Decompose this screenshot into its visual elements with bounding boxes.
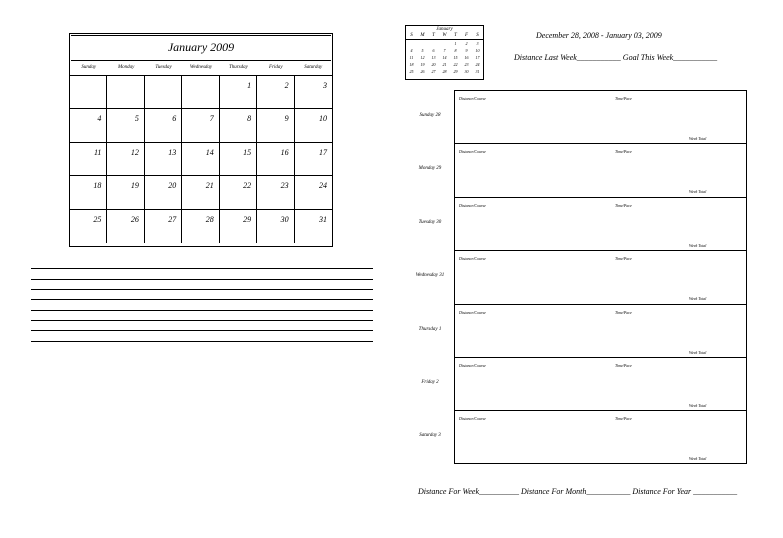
day-number: 29 [243, 214, 252, 224]
distance-course-label: Distance/Course [459, 416, 486, 422]
day-number: 1 [247, 81, 252, 90]
day-number: 18 [93, 181, 102, 191]
day-cell [220, 210, 257, 243]
day-cell [295, 109, 332, 142]
mini-day-number: 2 [465, 41, 468, 46]
mini-day-number: 26 [420, 69, 425, 74]
month-calendar [69, 33, 333, 247]
log-day-label: Wednesday 31 [415, 273, 445, 279]
day-cell [220, 143, 257, 176]
week-total-label: Week Total [689, 296, 707, 302]
calendar-title-box [71, 34, 331, 61]
day-cell [145, 210, 182, 243]
mini-day-number: 3 [476, 41, 479, 46]
day-cell [220, 76, 257, 109]
day-cell [107, 109, 144, 142]
day-cell [182, 210, 219, 243]
distance-course-label: Distance/Course [459, 309, 486, 315]
day-number: 2 [284, 81, 289, 90]
mini-day-number: 11 [409, 55, 414, 60]
day-cell [295, 210, 332, 243]
log-day-row [455, 358, 746, 411]
weekday-label: Wednesday [189, 65, 213, 70]
weekday-label: Sunday [81, 65, 97, 70]
time-pace-label: Time/Pace [615, 309, 632, 315]
distance-totals: Distance For Week__________ Distance For Month___________ Distance For Year ___________ [418, 487, 738, 496]
distance-course-label: Distance/Course [459, 96, 486, 101]
mini-day-number: 20 [431, 62, 436, 67]
log-day-label: Sunday 28 [419, 113, 441, 118]
distance-course-label: Distance/Course [459, 202, 486, 208]
day-cell [257, 176, 294, 209]
log-day-row [455, 91, 746, 144]
mini-calendar-title: January [436, 27, 453, 32]
mini-day-number: 5 [421, 48, 424, 53]
log-day-label: Tuesday 30 [418, 219, 442, 225]
log-day-row [455, 251, 746, 304]
weekday-label: Tuesday [155, 65, 172, 70]
day-cell [107, 176, 144, 209]
time-pace-label: Time/Pace [615, 202, 632, 208]
day-cell [70, 176, 107, 209]
day-number: 26 [130, 214, 139, 224]
day-cell [295, 76, 332, 109]
mini-day-number: 8 [454, 48, 457, 53]
mini-weekday-label: M [417, 33, 428, 40]
day-number: 31 [318, 214, 327, 224]
day-cell [145, 76, 182, 109]
mini-day-number: 25 [409, 69, 414, 74]
calendar-title: January 2009 [167, 40, 235, 54]
note-line [31, 268, 373, 269]
mini-day-number: 17 [475, 55, 480, 60]
log-day-label: Friday 2 [421, 380, 439, 385]
day-number: 14 [205, 147, 214, 157]
mini-day-number: 9 [465, 48, 468, 53]
mini-calendar [405, 25, 484, 80]
day-number: 13 [168, 147, 177, 157]
day-number: 23 [280, 181, 289, 191]
distance-goal-line: Distance Last Week___________ Goal This Week___________ [514, 53, 718, 62]
day-number: 10 [318, 114, 327, 124]
week-total-label: Week Total [689, 189, 707, 195]
note-line [31, 289, 373, 290]
distance-course-label: Distance/Course [459, 149, 486, 155]
mini-day-number: 19 [420, 62, 425, 67]
day-cell [182, 143, 219, 176]
day-number: 8 [247, 114, 252, 124]
day-number: 25 [93, 214, 102, 224]
day-cell [107, 210, 144, 243]
log-day-label: Saturday 3 [419, 433, 441, 439]
distance-course-label: Distance/Course [459, 256, 486, 262]
day-cell [257, 143, 294, 176]
mini-weekday-label: T [450, 33, 461, 40]
log-day-row [455, 144, 746, 197]
note-line [31, 310, 373, 311]
time-pace-label: Time/Pace [615, 363, 632, 368]
day-cell [257, 210, 294, 243]
time-pace-label: Time/Pace [615, 149, 632, 155]
note-line [31, 279, 373, 280]
mini-day-number: 18 [409, 62, 414, 67]
log-day-label: Thursday 1 [418, 326, 442, 332]
mini-day-number: 31 [475, 69, 480, 74]
mini-day-number: 14 [442, 55, 447, 60]
day-number: 4 [97, 114, 102, 124]
distance-course-label: Distance/Course [459, 363, 486, 368]
day-cell [145, 143, 182, 176]
day-cell [70, 76, 107, 109]
log-day-row [455, 411, 746, 464]
day-number: 5 [134, 114, 139, 124]
day-number: 21 [205, 181, 214, 191]
mini-day-number: 15 [453, 55, 458, 60]
calendar-grid [70, 76, 332, 243]
mini-day-number: 16 [464, 55, 469, 60]
weekday-label: Friday [269, 65, 283, 70]
mini-day-number: 7 [443, 48, 446, 53]
day-cell [257, 109, 294, 142]
day-number: 28 [205, 214, 214, 224]
day-number: 24 [318, 181, 327, 191]
day-number: 3 [322, 81, 327, 90]
day-cell [145, 176, 182, 209]
mini-weekday-label: W [439, 33, 450, 40]
mini-day-number: 29 [453, 69, 458, 74]
day-number: 22 [243, 181, 252, 191]
note-line [31, 330, 373, 331]
week-total-label: Week Total [689, 456, 707, 462]
note-line [31, 299, 373, 300]
date-range: December 28, 2008 - January 03, 2009 [536, 31, 662, 40]
mini-weekday-label: T [428, 33, 439, 40]
day-cell [70, 143, 107, 176]
day-number: 7 [209, 114, 214, 124]
day-number: 19 [130, 181, 139, 191]
day-cell [70, 210, 107, 243]
mini-day-number: 4 [410, 48, 413, 53]
mini-calendar-grid [406, 33, 483, 75]
day-number: 30 [280, 214, 289, 224]
day-cell [182, 176, 219, 209]
note-line [31, 320, 373, 321]
mini-day-number: 1 [454, 41, 457, 46]
day-cell [220, 109, 257, 142]
day-cell [295, 143, 332, 176]
note-line [31, 341, 373, 342]
mini-weekday-label: S [406, 33, 417, 40]
mini-weekday-label: F [461, 33, 472, 40]
mini-day-number: 6 [432, 48, 435, 53]
day-cell [182, 76, 219, 109]
mini-day-number [439, 40, 450, 47]
mini-day-number: 12 [420, 55, 425, 60]
day-number: 17 [318, 147, 327, 157]
day-cell [145, 109, 182, 142]
time-pace-label: Time/Pace [615, 416, 632, 422]
day-number: 12 [130, 147, 139, 157]
log-day-label: Monday 29 [418, 166, 442, 172]
weekday-label: Thursday [228, 65, 248, 70]
day-cell [70, 109, 107, 142]
log-day-row [455, 198, 746, 251]
mini-day-number: 21 [442, 62, 447, 67]
day-number: 16 [280, 147, 289, 157]
mini-day-number: 22 [453, 62, 458, 67]
week-total-label: Week Total [689, 349, 707, 355]
day-number: 15 [243, 147, 252, 157]
day-cell [182, 109, 219, 142]
mini-day-number [406, 40, 417, 47]
mini-day-number [417, 40, 428, 47]
mini-day-number: 23 [464, 62, 469, 67]
weekday-label: Saturday [304, 65, 323, 70]
day-number: 6 [172, 114, 177, 124]
week-total-label: Week Total [689, 403, 707, 408]
day-number: 20 [168, 181, 177, 191]
mini-day-number: 24 [475, 62, 480, 67]
mini-day-number: 27 [431, 69, 436, 74]
mini-weekday-label: S [472, 33, 483, 40]
training-log [454, 90, 747, 464]
day-number: 9 [284, 114, 289, 124]
log-day-row [455, 305, 746, 358]
mini-day-number: 30 [464, 69, 469, 74]
mini-day-number: 28 [442, 69, 447, 74]
week-total-label: Week Total [689, 242, 707, 248]
mini-day-number: 13 [431, 55, 436, 60]
day-cell [295, 176, 332, 209]
mini-day-number [428, 40, 439, 47]
day-number: 11 [94, 147, 102, 157]
day-cell [107, 76, 144, 109]
day-cell [257, 76, 294, 109]
week-total-label: Week Total [689, 136, 707, 141]
weekday-label: Monday [117, 65, 135, 70]
day-number: 27 [168, 214, 177, 224]
mini-day-number: 10 [475, 48, 480, 53]
weekday-header [70, 61, 332, 76]
time-pace-label: Time/Pace [615, 96, 632, 101]
day-cell [107, 143, 144, 176]
day-cell [220, 176, 257, 209]
time-pace-label: Time/Pace [615, 256, 632, 262]
